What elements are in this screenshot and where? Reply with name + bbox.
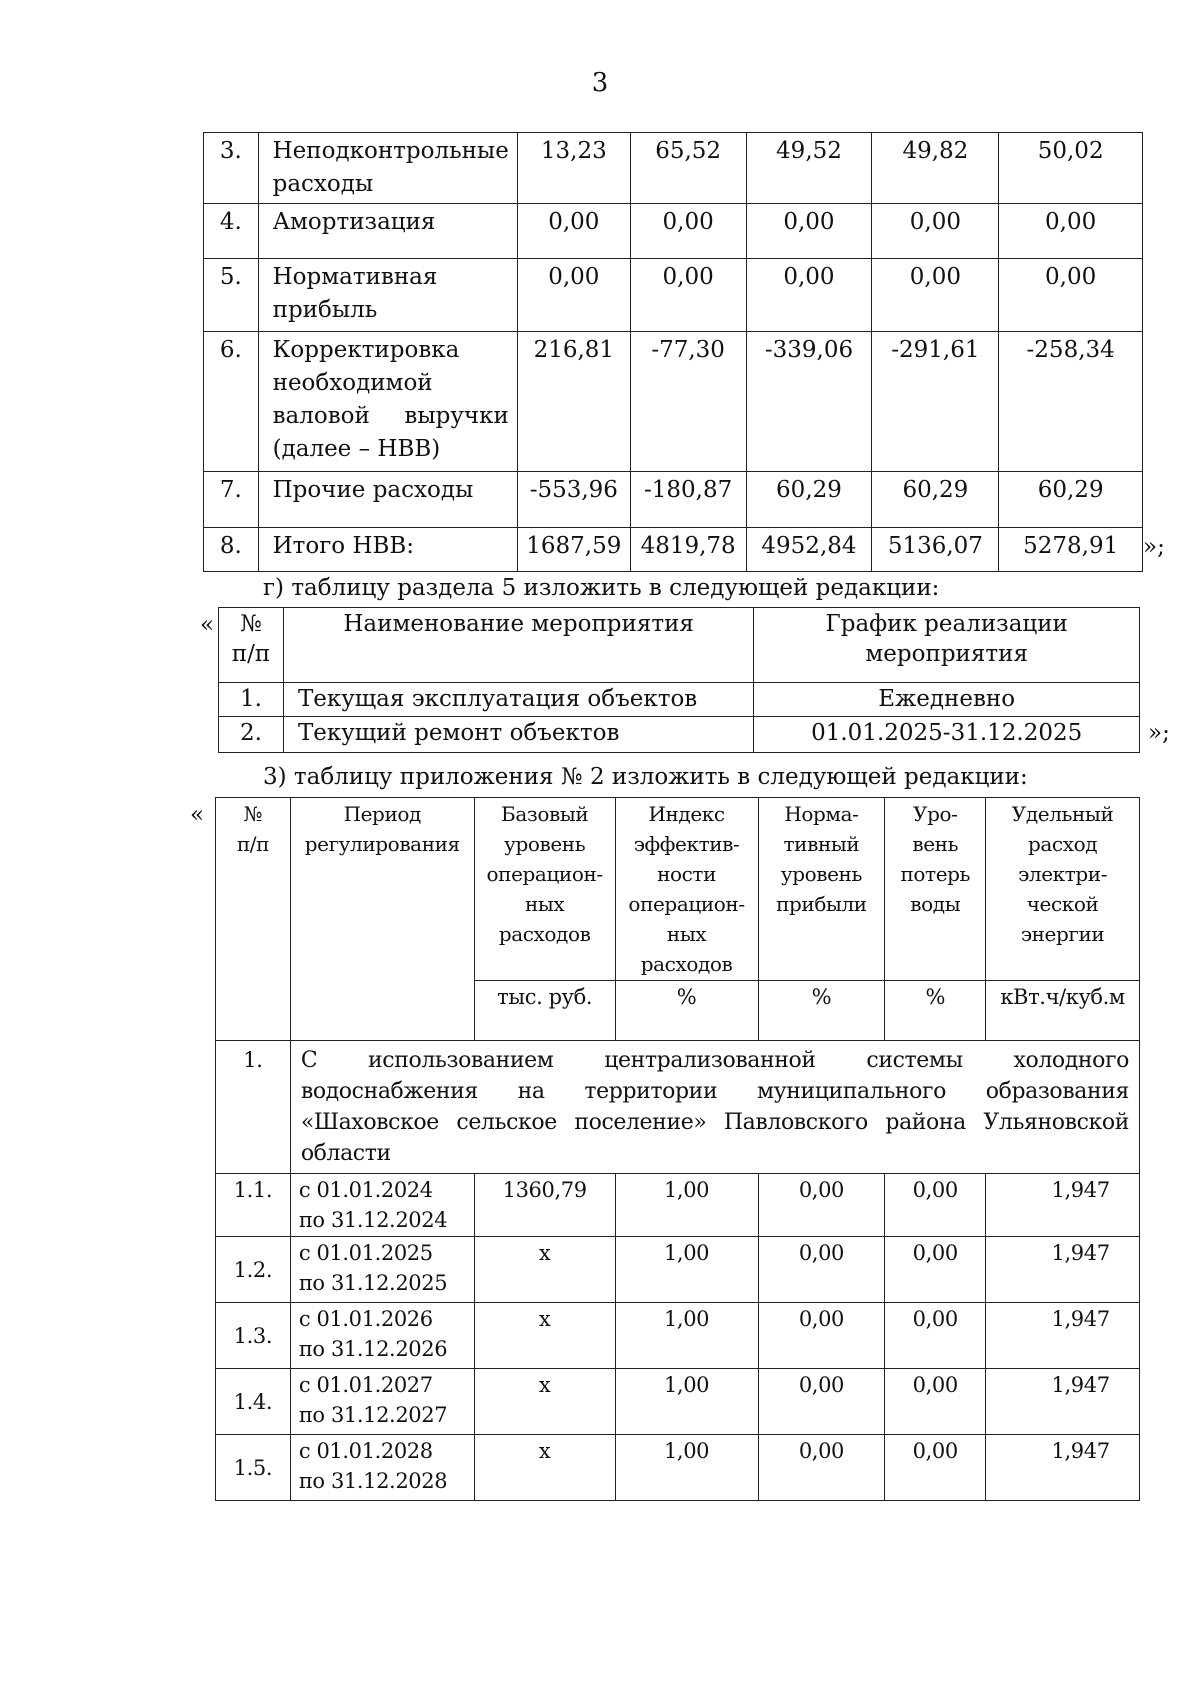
row-name-line: (далее – НВВ) [272, 436, 441, 462]
header-line: мероприятия [865, 641, 1028, 667]
row-name-line: расходы [272, 171, 374, 197]
index-cell: 1,00 [615, 1303, 758, 1369]
period-from: с 01.01.2025 [298, 1241, 433, 1265]
period-to: по 31.12.2025 [298, 1271, 448, 1295]
value-cell: 49,52 [746, 133, 872, 204]
row-name-line: Неподконтрольные [272, 138, 509, 164]
value-cell: 0,00 [872, 204, 999, 259]
header-line: воды [910, 892, 961, 916]
value-cell: -553,96 [517, 472, 630, 528]
unit-loss: % [885, 981, 986, 1041]
index-cell: 1,00 [615, 1435, 758, 1501]
energy-cell: 1,947 [986, 1174, 1140, 1237]
loss-cell: 0,00 [885, 1174, 986, 1237]
page-number: 3 [591, 68, 609, 98]
row-period [290, 1237, 474, 1303]
value-cell: 49,82 [872, 133, 999, 204]
period-to: по 31.12.2024 [298, 1208, 448, 1232]
header-name: Наименование мероприятия [283, 608, 753, 683]
header-line: Базовый [501, 802, 589, 826]
table-row [204, 332, 1143, 472]
header-line: № [240, 611, 262, 637]
header-line: п/п [231, 641, 271, 667]
table-row [216, 1303, 1140, 1369]
header-index [615, 798, 758, 981]
header-line: регулирования [304, 832, 460, 856]
table-row [216, 1237, 1140, 1303]
row-number: 3. [204, 133, 259, 204]
value-cell: 5136,07 [872, 528, 999, 572]
profit-cell: 0,00 [758, 1303, 885, 1369]
row-name [258, 528, 517, 572]
row-number: 2. [219, 717, 284, 753]
unit-index: % [615, 981, 758, 1041]
energy-cell: 1,947 [986, 1369, 1140, 1435]
header-line: ности [657, 862, 717, 886]
base-cell: 1360,79 [474, 1174, 615, 1237]
value-cell: 0,00 [999, 204, 1143, 259]
table-row [204, 204, 1143, 259]
row-name-line: Корректировка [272, 337, 460, 363]
header-loss [885, 798, 986, 981]
energy-cell: 1,947 [986, 1237, 1140, 1303]
value-cell: 216,81 [517, 332, 630, 472]
row-number: 1.1. [216, 1174, 291, 1237]
row-name-line: необходимой [272, 370, 433, 396]
header-line: тивный [783, 832, 860, 856]
row-name-line: прибыль [272, 297, 378, 323]
header-line: уровень [504, 832, 586, 856]
value-cell: -258,34 [999, 332, 1143, 472]
loss-cell: 0,00 [885, 1369, 986, 1435]
header-line: Норма- [784, 802, 859, 826]
header-line: Индекс [648, 802, 725, 826]
table-row [219, 717, 1140, 753]
row-name [258, 259, 517, 332]
index-cell: 1,00 [615, 1369, 758, 1435]
table-row [204, 472, 1143, 528]
unit-energy: кВт.ч/куб.м [986, 981, 1140, 1041]
unit-base: тыс. руб. [474, 981, 615, 1041]
header-num [219, 608, 284, 683]
value-cell: 60,29 [872, 472, 999, 528]
row-name [258, 133, 517, 204]
row-number: 7. [204, 472, 259, 528]
event-name: Текущий ремонт объектов [283, 717, 753, 753]
section-number: 1. [216, 1041, 291, 1174]
value-cell: -339,06 [746, 332, 872, 472]
paragraph-3: 3) таблицу приложения № 2 изложить в следующей редакции: [263, 764, 1028, 790]
value-cell: 4819,78 [630, 528, 746, 572]
appendix-2-table [215, 797, 1140, 1501]
header-line: п/п [236, 832, 270, 856]
energy-cell: 1,947 [986, 1303, 1140, 1369]
table-row [219, 683, 1140, 717]
header-line: уровень [780, 862, 862, 886]
value-cell: 0,00 [517, 204, 630, 259]
table-header-row [216, 798, 1140, 981]
event-schedule: Ежедневно [754, 683, 1140, 717]
profit-cell: 0,00 [758, 1237, 885, 1303]
event-schedule: 01.01.2025-31.12.2025 [754, 717, 1140, 753]
value-cell: 50,02 [999, 133, 1143, 204]
header-line: Уро- [913, 802, 958, 826]
value-cell: 5278,91 [999, 528, 1143, 572]
table-row [216, 1435, 1140, 1501]
base-cell: х [474, 1369, 615, 1435]
header-line: № [243, 802, 263, 826]
header-line: расходов [498, 922, 591, 946]
row-name-line: Нормативная [272, 264, 438, 290]
table-row [216, 1369, 1140, 1435]
value-cell: 60,29 [999, 472, 1143, 528]
period-from: с 01.01.2024 [298, 1178, 433, 1202]
row-name-line: Прочие расходы [272, 477, 474, 503]
header-line: эффектив- [633, 832, 740, 856]
row-number: 5. [204, 259, 259, 332]
value-cell: 0,00 [746, 259, 872, 332]
value-cell: -77,30 [630, 332, 746, 472]
row-number: 1.2. [216, 1237, 291, 1303]
value-cell: 4952,84 [746, 528, 872, 572]
opening-quote: « [190, 802, 205, 828]
row-name [258, 472, 517, 528]
row-name-line: валовой выручки [272, 403, 509, 429]
row-period [290, 1369, 474, 1435]
section-title: С использованием централизованной системы холодного водоснабжения на территории муниципального образования «Шаховское сельское поселение» Павловского района Ульяновской области [290, 1041, 1139, 1174]
value-cell: -180,87 [630, 472, 746, 528]
row-name [258, 332, 517, 472]
header-line: операцион- [486, 862, 603, 886]
row-number: 8. [204, 528, 259, 572]
header-profit [758, 798, 885, 981]
header-line: операцион- [628, 892, 745, 916]
header-line: вень [912, 832, 959, 856]
closing-quote: »; [1143, 534, 1165, 560]
tariff-table-continuation [203, 132, 1143, 572]
header-line: Период [343, 802, 421, 826]
header-line: ных [524, 892, 565, 916]
base-cell: х [474, 1303, 615, 1369]
row-number: 1.5. [216, 1435, 291, 1501]
header-line: ческой [1026, 892, 1099, 916]
base-cell: х [474, 1435, 615, 1501]
value-cell: 0,00 [630, 204, 746, 259]
header-schedule [754, 608, 1140, 683]
unit-profit: % [758, 981, 885, 1041]
header-line: График реализации [825, 611, 1068, 637]
header-line: расход [1028, 832, 1098, 856]
row-period [290, 1303, 474, 1369]
table-row [204, 133, 1143, 204]
period-from: с 01.01.2027 [298, 1373, 433, 1397]
value-cell: 60,29 [746, 472, 872, 528]
period-to: по 31.12.2028 [298, 1469, 448, 1493]
profit-cell: 0,00 [758, 1435, 885, 1501]
energy-cell: 1,947 [986, 1435, 1140, 1501]
section-row [216, 1041, 1140, 1174]
row-name-line: Амортизация [272, 209, 436, 235]
header-line: электри- [1018, 862, 1108, 886]
value-cell: 13,23 [517, 133, 630, 204]
table-row [204, 259, 1143, 332]
period-to: по 31.12.2027 [298, 1403, 448, 1427]
value-cell: 0,00 [517, 259, 630, 332]
header-line: Удельный [1011, 802, 1114, 826]
event-name: Текущая эксплуатация объектов [283, 683, 753, 717]
value-cell: 0,00 [630, 259, 746, 332]
row-number: 6. [204, 332, 259, 472]
header-line: расходов [640, 952, 733, 976]
paragraph-g: г) таблицу раздела 5 изложить в следующей редакции: [263, 575, 940, 601]
header-energy [986, 798, 1140, 981]
row-number: 1.3. [216, 1303, 291, 1369]
row-name-line: Итого НВВ: [272, 533, 415, 559]
events-table [218, 607, 1140, 753]
value-cell: 0,00 [746, 204, 872, 259]
header-line: потерь [900, 862, 971, 886]
header-line: прибыли [776, 892, 867, 916]
index-cell: 1,00 [615, 1237, 758, 1303]
period-to: по 31.12.2026 [298, 1337, 448, 1361]
value-cell: 0,00 [999, 259, 1143, 332]
profit-cell: 0,00 [758, 1174, 885, 1237]
value-cell: 65,52 [630, 133, 746, 204]
opening-quote: « [200, 612, 215, 638]
closing-quote: »; [1148, 720, 1170, 746]
table-row [216, 1174, 1140, 1237]
base-cell: х [474, 1237, 615, 1303]
header-line: ных [666, 922, 707, 946]
header-num [216, 798, 291, 1041]
header-line: энергии [1020, 922, 1105, 946]
table-header-row [219, 608, 1140, 683]
period-from: с 01.01.2028 [298, 1439, 433, 1463]
value-cell: -291,61 [872, 332, 999, 472]
value-cell: 1687,59 [517, 528, 630, 572]
table-row [204, 528, 1143, 572]
row-number: 1.4. [216, 1369, 291, 1435]
row-name [258, 204, 517, 259]
loss-cell: 0,00 [885, 1435, 986, 1501]
loss-cell: 0,00 [885, 1303, 986, 1369]
value-cell: 0,00 [872, 259, 999, 332]
period-from: с 01.01.2026 [298, 1307, 433, 1331]
row-period [290, 1174, 474, 1237]
row-number: 1. [219, 683, 284, 717]
header-period [290, 798, 474, 1041]
row-number: 4. [204, 204, 259, 259]
row-period [290, 1435, 474, 1501]
profit-cell: 0,00 [758, 1369, 885, 1435]
loss-cell: 0,00 [885, 1237, 986, 1303]
index-cell: 1,00 [615, 1174, 758, 1237]
header-base [474, 798, 615, 981]
